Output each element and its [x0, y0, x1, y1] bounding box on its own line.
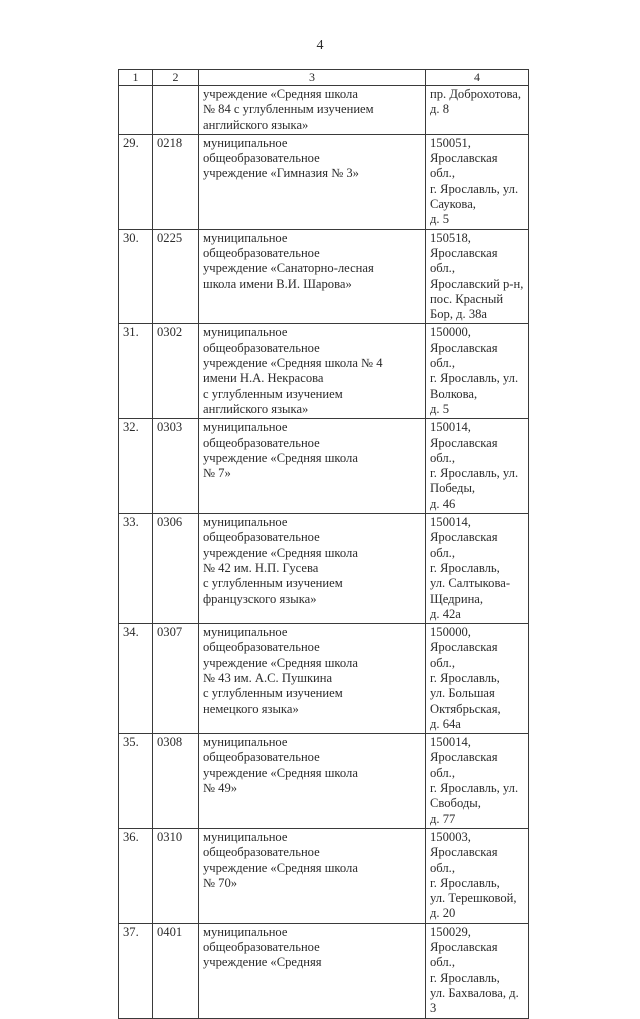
- row-address: 150014, Ярославская обл., г. Ярославль, ул. Победы, д. 46: [426, 419, 529, 514]
- row-code: 0303: [153, 419, 199, 514]
- row-number: [119, 86, 153, 135]
- row-institution-name: муниципальное общеобразовательное учреждение «Средняя школа № 4 имени Н.А. Некрасова с углубленным изучением английского языка»: [199, 324, 426, 419]
- schools-table: [118, 69, 529, 1019]
- row-institution-name: муниципальное общеобразовательное учреждение «Средняя школа № 49»: [199, 734, 426, 829]
- row-address: 150014, Ярославская обл., г. Ярославль, ул. Свободы, д. 77: [426, 734, 529, 829]
- table-row: [119, 86, 529, 135]
- page-number: 4: [316, 38, 324, 53]
- table-header: [119, 70, 529, 86]
- row-code: 0310: [153, 828, 199, 923]
- row-address: 150029, Ярославская обл., г. Ярославль, ул. Бахвалова, д. 3: [426, 923, 529, 1018]
- row-code: 0306: [153, 514, 199, 624]
- row-address: 150000, Ярославская обл., г. Ярославль, ул. Волкова, д. 5: [426, 324, 529, 419]
- row-code: 0225: [153, 229, 199, 324]
- row-code: 0218: [153, 134, 199, 229]
- table-row: [119, 324, 529, 419]
- row-institution-name: учреждение «Средняя школа № 84 с углубленным изучением английского языка»: [199, 86, 426, 135]
- row-address: 150003, Ярославская обл., г. Ярославль, ул. Терешковой, д. 20: [426, 828, 529, 923]
- header-col-1: 1: [119, 70, 153, 86]
- row-address: 150051, Ярославская обл., г. Ярославль, ул. Саукова, д. 5: [426, 134, 529, 229]
- row-number: 31.: [119, 324, 153, 419]
- header-row: [119, 70, 529, 86]
- row-address: 150518, Ярославская обл., Ярославский р-н, пос. Красный Бор, д. 38а: [426, 229, 529, 324]
- table-row: [119, 828, 529, 923]
- table-row: [119, 229, 529, 324]
- row-address: 150000, Ярославская обл., г. Ярославль, ул. Большая Октябрьская, д. 64а: [426, 624, 529, 734]
- table-row: [119, 419, 529, 514]
- row-code: 0401: [153, 923, 199, 1018]
- table-row: [119, 514, 529, 624]
- row-code: 0307: [153, 624, 199, 734]
- row-number: 35.: [119, 734, 153, 829]
- table-row: [119, 134, 529, 229]
- table-row: [119, 923, 529, 1018]
- row-code: 0308: [153, 734, 199, 829]
- header-col-2: 2: [153, 70, 199, 86]
- table-row: [119, 734, 529, 829]
- row-code: 0302: [153, 324, 199, 419]
- row-number: 36.: [119, 828, 153, 923]
- row-institution-name: муниципальное общеобразовательное учреждение «Средняя школа № 42 им. Н.П. Гусева с углубленным изучением французского языка»: [199, 514, 426, 624]
- table-row: [119, 624, 529, 734]
- row-code: [153, 86, 199, 135]
- row-institution-name: муниципальное общеобразовательное учреждение «Санаторно-лесная школа имени В.И. Шарова»: [199, 229, 426, 324]
- row-institution-name: муниципальное общеобразовательное учреждение «Гимназия № 3»: [199, 134, 426, 229]
- row-address: 150014, Ярославская обл., г. Ярославль, ул. Салтыкова-Щедрина, д. 42а: [426, 514, 529, 624]
- header-col-4: 4: [426, 70, 529, 86]
- row-institution-name: муниципальное общеобразовательное учреждение «Средняя: [199, 923, 426, 1018]
- row-number: 33.: [119, 514, 153, 624]
- row-number: 29.: [119, 134, 153, 229]
- row-institution-name: муниципальное общеобразовательное учреждение «Средняя школа № 7»: [199, 419, 426, 514]
- table-body: [119, 86, 529, 1019]
- row-number: 37.: [119, 923, 153, 1018]
- row-number: 32.: [119, 419, 153, 514]
- row-institution-name: муниципальное общеобразовательное учреждение «Средняя школа № 43 им. А.С. Пушкина с углубленным изучением немецкого языка»: [199, 624, 426, 734]
- row-number: 34.: [119, 624, 153, 734]
- row-institution-name: муниципальное общеобразовательное учреждение «Средняя школа № 70»: [199, 828, 426, 923]
- row-address: пр. Доброхотова, д. 8: [426, 86, 529, 135]
- header-col-3: 3: [199, 70, 426, 86]
- row-number: 30.: [119, 229, 153, 324]
